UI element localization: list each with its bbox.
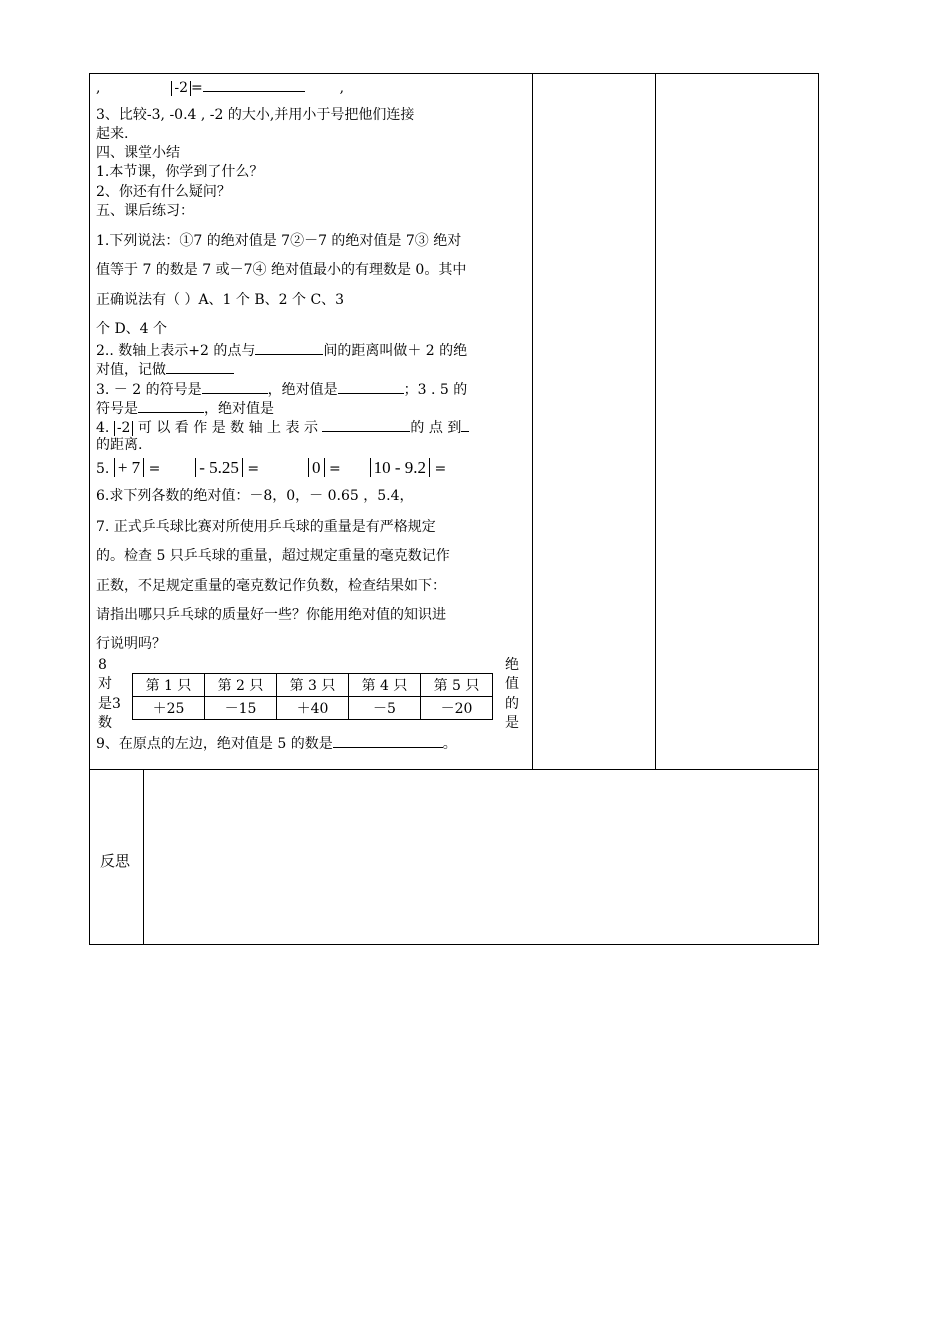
table-left-border bbox=[89, 73, 90, 945]
ex4-line2: 的距离. bbox=[96, 437, 143, 453]
ex3-line2: 符号是 ，绝对值是 bbox=[96, 401, 274, 417]
table-row bbox=[133, 697, 493, 720]
ex4-line1: 4. -2 可 以 看 作 是 数 轴 上 表 示 的 点 到 bbox=[96, 418, 469, 437]
ex7-line5: 行说明吗？ bbox=[96, 636, 166, 652]
column-divider-2 bbox=[655, 73, 656, 770]
ex7-line1: 7. 正式乒乓球比赛对所使用乒乓球的重量是有严格规定 bbox=[96, 519, 436, 535]
item3-line2: 起来. bbox=[96, 126, 129, 142]
ex7-line2: 的。检查 5 只乒乓球的重量，超过规定重量的毫克数记作 bbox=[96, 548, 450, 564]
ex9-line: 9、在原点的左边，绝对值是 5 的数是 。 bbox=[96, 736, 457, 752]
table-header-row bbox=[133, 674, 493, 697]
abs-neg2: -2 bbox=[171, 81, 191, 96]
ex3-line1: 3. － 2 的符号是 ，绝对值是 ；3 . 5 的 bbox=[96, 382, 468, 398]
ex2-line2: 对值，记做 bbox=[96, 360, 234, 379]
ex8-right-1: 绝 bbox=[505, 657, 519, 673]
value-cell: ＋40 bbox=[277, 697, 349, 720]
ex2-blank1[interactable] bbox=[255, 341, 323, 355]
ex8-left-2: 对 bbox=[98, 676, 112, 692]
ex1-line4: 个 D、4 个 bbox=[96, 321, 168, 337]
top-line: , -2 = , bbox=[96, 80, 345, 96]
ex8-right-3: 的 bbox=[505, 696, 519, 712]
answer-blank[interactable] bbox=[203, 78, 305, 92]
value-cell: －5 bbox=[349, 697, 421, 720]
reflection-area[interactable] bbox=[144, 770, 818, 944]
ex8-right-4: 是 bbox=[505, 715, 519, 731]
ex8-left-4: 数 bbox=[98, 715, 112, 731]
ex8-right-2: 值 bbox=[505, 676, 519, 692]
table-top-border bbox=[89, 73, 819, 74]
item3-line1: 3、比较-3, -0.4 , -2 的大小,并用小于号把他们连接 bbox=[96, 107, 415, 123]
column-divider-1 bbox=[532, 73, 533, 770]
section4-q1: 1.本节课，你学到了什么？ bbox=[96, 164, 264, 180]
ex5-line: 5. + 7 = - 5.25 = 0 = 10 - 9.2 = bbox=[96, 458, 447, 477]
ball-weight-table bbox=[132, 673, 493, 720]
ex2-line1: 2.. 数轴上表示+2 的点与 间的距离叫做＋ 2 的绝 bbox=[96, 343, 468, 359]
ex7-line3: 正数，不足规定重量的毫克数记作负数，检查结果如下： bbox=[96, 578, 446, 594]
ex8-left-1: 8 bbox=[98, 657, 107, 673]
reflection-label: 反思 bbox=[100, 852, 131, 870]
ex8-left-3: 是3 bbox=[98, 696, 121, 712]
value-cell: －15 bbox=[205, 697, 277, 720]
ex2-blank2[interactable] bbox=[166, 360, 234, 374]
ex3-blank1[interactable] bbox=[202, 380, 268, 394]
ex5-abs-a: + 7 bbox=[114, 458, 144, 477]
section4-title: 四、课堂小结 bbox=[96, 145, 180, 161]
ex4-abs: -2 bbox=[114, 421, 134, 436]
ex7-line4: 请指出哪只乒乓球的质量好一些？你能用绝对值的知识进 bbox=[96, 607, 446, 623]
header-cell: 第 4 只 bbox=[349, 674, 421, 697]
ex3-blank2[interactable] bbox=[338, 380, 404, 394]
value-cell: －20 bbox=[421, 697, 493, 720]
ex3-blank3[interactable] bbox=[138, 399, 204, 413]
section4-q2: 2、你还有什么疑问？ bbox=[96, 184, 231, 200]
value-cell: ＋25 bbox=[133, 697, 205, 720]
ex9-blank[interactable] bbox=[333, 734, 443, 748]
header-cell: 第 1 只 bbox=[133, 674, 205, 697]
ex5-abs-c: 0 bbox=[308, 458, 325, 477]
table-right-border bbox=[818, 73, 819, 945]
ex1-line2: 值等于 7 的数是 7 或－7④ 绝对值最小的有理数是 0。其中 bbox=[96, 262, 467, 278]
section5-title: 五、课后练习： bbox=[96, 203, 194, 219]
table-bottom-border bbox=[89, 944, 819, 945]
ex6-line: 6.求下列各数的绝对值：－8，0，－ 0.65 ，5.4， bbox=[96, 488, 414, 504]
ex1-line1: 1.下列说法：①7 的绝对值是 7②－7 的绝对值是 7③ 绝对 bbox=[96, 233, 462, 249]
header-cell: 第 5 只 bbox=[421, 674, 493, 697]
ex5-abs-d: 10 - 9.2 bbox=[370, 458, 430, 477]
header-cell: 第 2 只 bbox=[205, 674, 277, 697]
ex1-line3: 正确说法有（ ）A、1 个 B、2 个 C、3 bbox=[96, 292, 345, 308]
ex4-blank2[interactable] bbox=[461, 418, 469, 432]
ex5-abs-b: - 5.25 bbox=[195, 458, 243, 477]
header-cell: 第 3 只 bbox=[277, 674, 349, 697]
ex4-blank1[interactable] bbox=[322, 418, 410, 432]
